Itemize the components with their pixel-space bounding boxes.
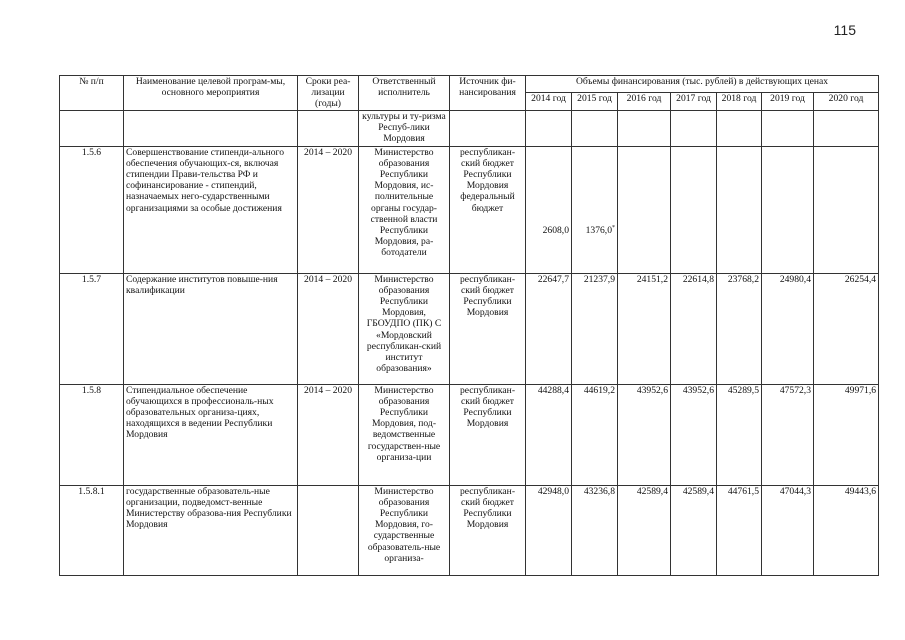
header-period: Сроки реа-лизации (годы)	[298, 76, 359, 111]
header-name: Наименование целевой програм-мы, основного мероприятия	[124, 76, 298, 111]
row-name	[124, 110, 298, 146]
row-period: 2014 – 2020	[298, 384, 359, 485]
row-executor: Министерство образования Республики Мордовия, под-ведомственные государствен-ные организа-ции	[359, 384, 450, 485]
row-value	[618, 110, 671, 146]
row-num: 1.5.8	[60, 384, 124, 485]
row-value: 43952,6	[618, 384, 671, 485]
table-row	[60, 485, 879, 575]
row-period: 2014 – 2020	[298, 273, 359, 384]
row-name: государственные образователь-ные организации, подведомст-венные Министерству образова-ния Республики Мордовия	[124, 485, 298, 575]
row-value: 44288,4	[526, 384, 572, 485]
row-value: 47572,3	[762, 384, 814, 485]
row-value	[526, 146, 572, 273]
table-row	[60, 273, 879, 384]
row-source: республикан-ский бюджет Республики Мордовия	[450, 273, 526, 384]
row-value	[572, 146, 618, 273]
row-name: Стипендиальное обеспечение обучающихся в профессиональ-ных образовательных организа-циях, находящихся в ведении Республики Мордовия	[124, 384, 298, 485]
header-year: 2018 год	[717, 93, 762, 110]
financing-table	[59, 75, 879, 576]
row-value: 21237,9	[572, 273, 618, 384]
header-year: 2015 год	[572, 93, 618, 110]
row-value	[671, 110, 717, 146]
header-volumes: Объемы финансирования (тыс. рублей) в действующих ценах	[526, 76, 879, 93]
row-value: 26254,4	[814, 273, 879, 384]
header-num: № п/п	[60, 76, 124, 111]
row-value: 42589,4	[671, 485, 717, 575]
row-source: республикан-ский бюджет Республики Мордовия федеральный бюджет	[450, 146, 526, 273]
row-num: 1.5.8.1	[60, 485, 124, 575]
row-value	[762, 146, 814, 273]
row-value	[618, 146, 671, 273]
row-value: 47044,3	[762, 485, 814, 575]
row-period: 2014 – 2020	[298, 146, 359, 273]
row-executor: Министерство образования Республики Мордовия, ГБОУДПО (ПК) С «Мордовский республикан-ский институт образования»	[359, 273, 450, 384]
row-value: 23768,2	[717, 273, 762, 384]
row-value: 49971,6	[814, 384, 879, 485]
row-period	[298, 485, 359, 575]
table-row	[60, 110, 879, 146]
row-value	[671, 146, 717, 273]
row-period	[298, 110, 359, 146]
row-source: республикан-ский бюджет Республики Мордовия	[450, 384, 526, 485]
row-value	[814, 110, 879, 146]
header-year: 2019 год	[762, 93, 814, 110]
header-year: 2014 год	[526, 93, 572, 110]
header-executor: Ответственный исполнитель	[359, 76, 450, 111]
row-value: 44761,5	[717, 485, 762, 575]
row-value-text: 1376,0	[585, 225, 612, 237]
row-value: 22647,7	[526, 273, 572, 384]
row-value: 22614,8	[671, 273, 717, 384]
row-value	[717, 110, 762, 146]
row-executor: Министерство образования Республики Мордовия, ис-полнительные органы государ-ственной власти Республики Мордовия, ра-ботодатели	[359, 146, 450, 273]
row-name: Содержание институтов повыше-ния квалификации	[124, 273, 298, 384]
header-year: 2016 год	[618, 93, 671, 110]
row-value-text: 2608,0	[542, 225, 569, 237]
row-value: 24980,4	[762, 273, 814, 384]
footnote-mark: *	[612, 225, 615, 232]
row-value	[814, 146, 879, 273]
row-value: 49443,6	[814, 485, 879, 575]
row-value: 43236,8	[572, 485, 618, 575]
row-value	[526, 110, 572, 146]
row-value: 42948,0	[526, 485, 572, 575]
row-value: 43952,6	[671, 384, 717, 485]
row-source	[450, 110, 526, 146]
row-source: республикан-ский бюджет Республики Мордовия	[450, 485, 526, 575]
row-executor: Министерство образования Республики Мордовия, го-сударственные образователь-ные организа-	[359, 485, 450, 575]
table-row	[60, 146, 879, 273]
table-row	[60, 384, 879, 485]
header-row-1	[60, 76, 879, 93]
row-value: 42589,4	[618, 485, 671, 575]
row-value	[717, 146, 762, 273]
row-num	[60, 110, 124, 146]
header-year: 2020 год	[814, 93, 879, 110]
page-number: 115	[833, 22, 856, 38]
row-value	[572, 110, 618, 146]
row-num: 1.5.7	[60, 273, 124, 384]
row-value	[762, 110, 814, 146]
row-value: 45289,5	[717, 384, 762, 485]
row-value: 44619,2	[572, 384, 618, 485]
header-source: Источник фи-нансирования	[450, 76, 526, 111]
row-executor: культуры и ту-ризма Респуб-лики Мордовия	[359, 110, 450, 146]
row-num: 1.5.6	[60, 146, 124, 273]
row-value: 24151,2	[618, 273, 671, 384]
row-name: Совершенствование стипенди-ального обеспечения обучающих-ся, включая стипендии Прави-тельства РФ и софинансирование - стипендий, назначаемых него-сударственными организациями за особые достижения	[124, 146, 298, 273]
header-year: 2017 год	[671, 93, 717, 110]
